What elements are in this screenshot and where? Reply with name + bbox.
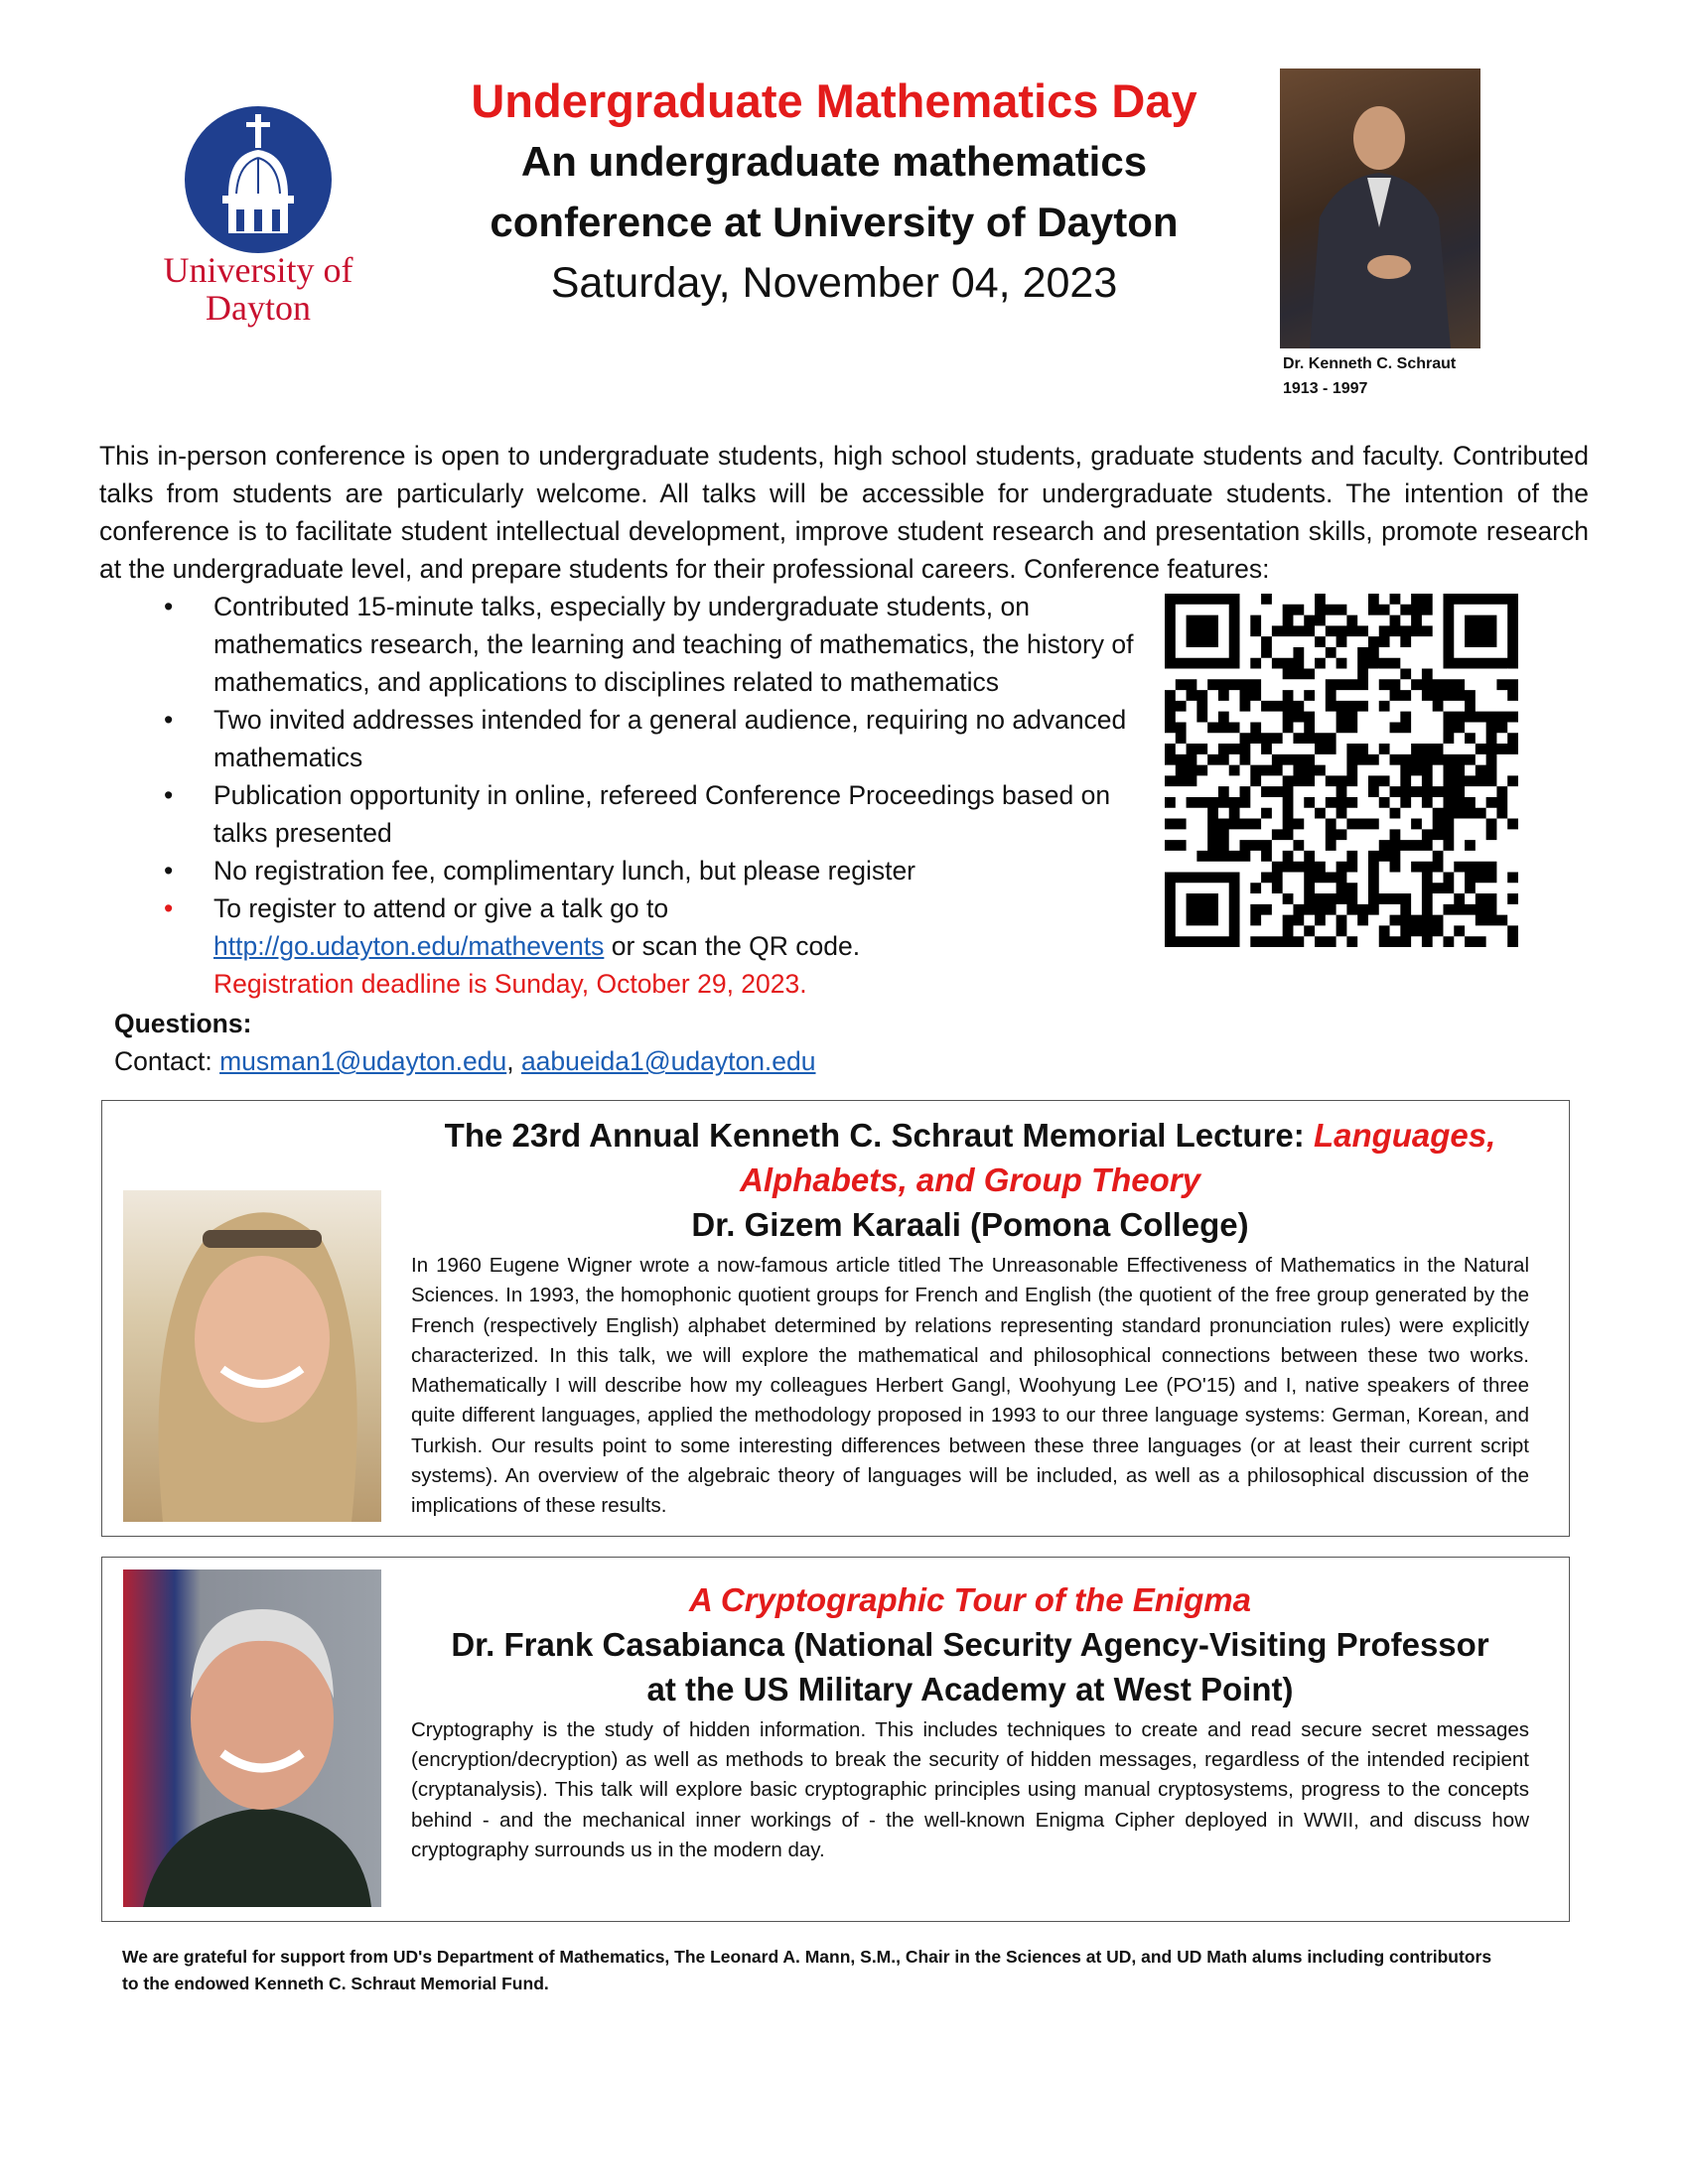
register-link[interactable]: http://go.udayton.edu/mathevents: [213, 931, 605, 961]
talk-title-part1: Languages,: [1313, 1117, 1496, 1154]
portrait-caption: [1283, 351, 1456, 401]
questions-section: [99, 1005, 1589, 1080]
portrait-name: Dr. Kenneth C. Schraut: [1283, 355, 1457, 372]
acknowledgement-footer: We are grateful for support from UD's Department of Mathematics, The Leonard A. Mann, S.M., Chair in the Sciences at UD, and UD Math alums including contributors to the endowed Kenneth C. Schraut Memorial Fund.: [122, 1946, 1492, 1993]
feature-list: [99, 588, 1135, 1003]
contact-label: Contact:: [114, 1046, 220, 1076]
talk-2-title: [411, 1577, 1529, 1711]
separator: ,: [506, 1046, 521, 1076]
talk-1-content: [411, 1113, 1529, 1522]
chapel-dome-icon: [185, 106, 332, 253]
email-link-1[interactable]: musman1@udayton.edu: [219, 1046, 507, 1076]
subtitle-line1: An undergraduate mathematics: [520, 138, 1148, 185]
qr-modules: [1165, 594, 1518, 947]
page-header-area: [0, 0, 1688, 427]
portrait-years: 1913 - 1997: [1283, 380, 1368, 397]
speaker-name: Dr. Gizem Karaali (Pomona College): [691, 1206, 1249, 1243]
header: [397, 71, 1271, 314]
subtitle-line2: conference at University of Dayton: [490, 199, 1179, 245]
feature-item: • No registration fee, complimentary lunch, but please register: [169, 852, 1135, 889]
talk-title-part2: Alphabets, and Group Theory: [740, 1161, 1200, 1198]
event-date: Saturday, November 04, 2023: [550, 259, 1118, 307]
registration-deadline: Registration deadline is Sunday, October 29, 2023.: [213, 969, 807, 999]
features-section: [99, 588, 1589, 1003]
speaker-name-line2: at the US Military Academy at West Point): [646, 1670, 1294, 1707]
university-name-line1: University of: [163, 250, 353, 290]
register-suffix: or scan the QR code.: [604, 931, 861, 961]
schraut-portrait: [1280, 68, 1480, 348]
page-title: Undergraduate Mathematics Day: [471, 74, 1197, 127]
university-logo: [149, 94, 367, 333]
university-name-line2: Dayton: [206, 288, 311, 328]
lecture-series-title: The 23rd Annual Kenneth C. Schraut Memorial Lecture:: [444, 1117, 1314, 1154]
feature-item: • Two invited addresses intended for a general audience, requiring no advanced mathematics: [169, 701, 1135, 776]
register-text: To register to attend or give a talk go to: [213, 893, 669, 923]
subtitle: [397, 131, 1271, 252]
qr-code[interactable]: [1165, 594, 1518, 947]
talk-1-title: [411, 1113, 1529, 1247]
questions-label: Questions:: [114, 1009, 252, 1038]
speaker-photo-karaali: [123, 1190, 381, 1522]
feature-item-register: [169, 889, 1135, 1003]
contact-line: [114, 1042, 1589, 1080]
feature-item: • Publication opportunity in online, refereed Conference Proceedings based on talks presented: [169, 776, 1135, 852]
talk-2-abstract: Cryptography is the study of hidden information. This includes techniques to create and read secure secret messages (encryption/decryption) as well as methods to break the security of hidden messages, regardless of the intended recipient (cryptanalysis). This talk will explore basic cryptographic principles using manual cryptosystems, progress to the concepts behind - and the mechanical inner workings of - the well-known Enigma Cipher deployed in WWII, and discuss how cryptography surrounds us in the modern day.: [411, 1717, 1529, 1861]
speaker-photo-casabianca: [123, 1570, 381, 1907]
main-content: [0, 427, 1688, 1997]
talk-2-content: [411, 1570, 1529, 1907]
talk-title: A Cryptographic Tour of the Enigma: [689, 1580, 1251, 1618]
email-link-2[interactable]: aabueida1@udayton.edu: [520, 1046, 816, 1076]
talk-1-abstract: In 1960 Eugene Wigner wrote a now-famous article titled The Unreasonable Effectiveness of Mathematics in the Natural Sciences. In 1993, the homophonic quotient groups for French and English (the quotient of the free group generated by the French (respectively English) alphabet determined by relations representing standard pronunciation rules) were explicitly characterized. In this talk, we will explore the mathematical and philosophical connections between these two works. Mathematically I will describe how my colleagues Herbert Gangl, Woohyung Lee (PO'15) and I, native speakers of three quite different languages, applied the methodology proposed in 1993 to our three language systems: German, Korean, and Turkish. Our results point to some interesting differences between these three languages (or at least their current script systems). An overview of the algebraic theory of languages will be included, as well as a philosophical discussion of the implications of these results.: [411, 1254, 1529, 1518]
intro-paragraph: This in-person conference is open to undergraduate students, high school students, graduate students and faculty. Contributed talks from students are particularly welcome. All talks will be accessible for undergraduate students. The intention of the conference is to facilitate student intellectual development, improve student research and presentation skills, promote research at the undergraduate level, and prepare students for their professional careers. Conference features:: [99, 441, 1589, 584]
talk-card-1: [101, 1100, 1570, 1537]
university-name: [149, 251, 367, 327]
feature-item: • Contributed 15-minute talks, especially by undergraduate students, on mathematics research, the learning and teaching of mathematics, the history of mathematics, and applications to disciplines related to mathematics: [169, 588, 1135, 701]
talk-card-2: [101, 1557, 1570, 1922]
speaker-name-line1: Dr. Frank Casabianca (National Security Agency-Visiting Professor: [451, 1625, 1489, 1663]
